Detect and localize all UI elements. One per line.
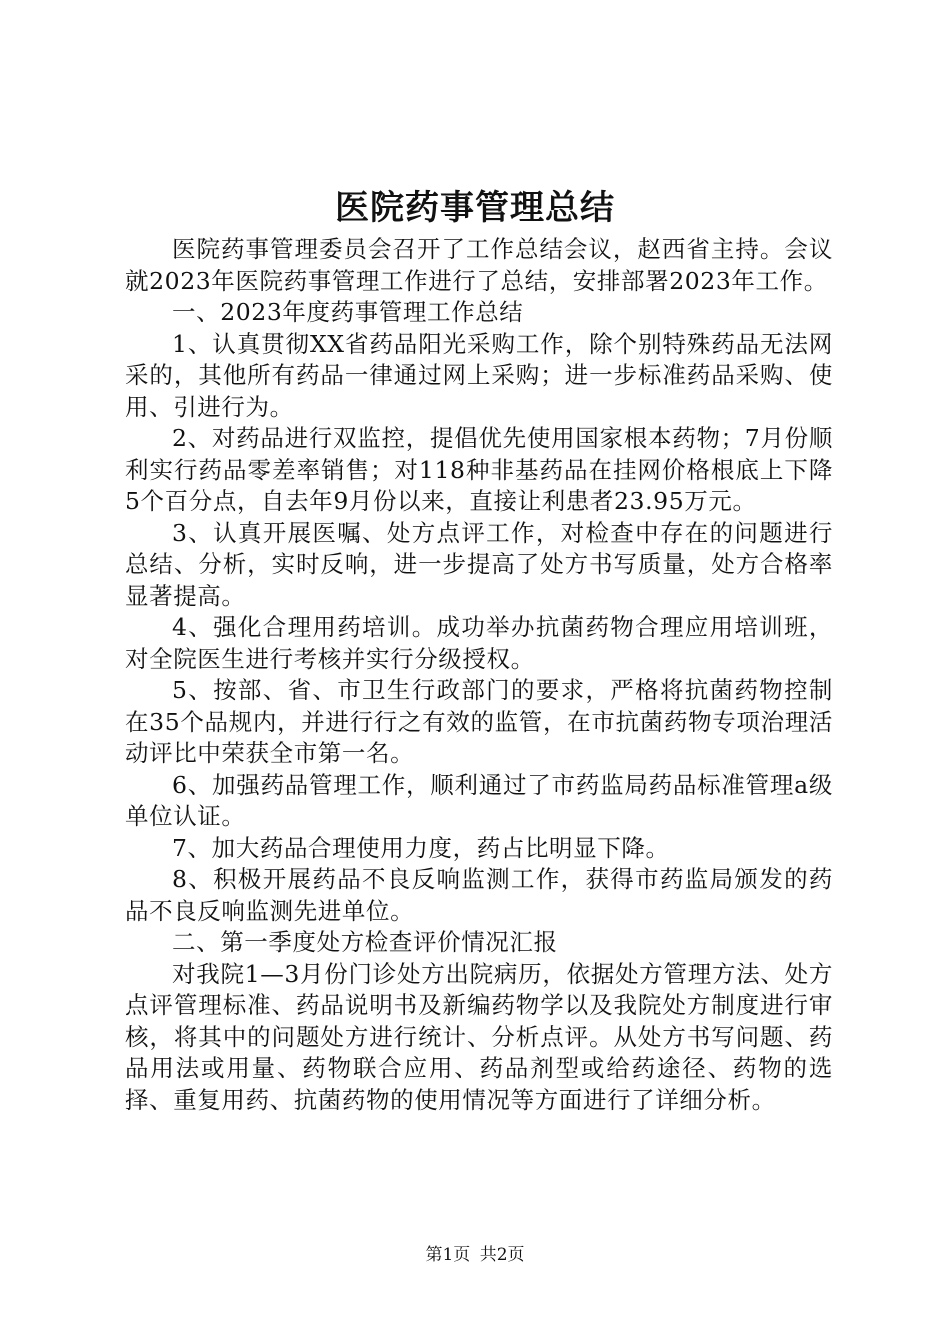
list-item-3: 3、认真开展医嘱、处方点评工作，对检查中存在的问题进行总结、分析，实时反响，进一步提高了处方书写质量，处方合格率显著提高。 xyxy=(125,518,833,610)
page-number: 第1页 xyxy=(425,1245,471,1265)
list-item-1: 1、认真贯彻XX省药品阳光采购工作，除个别特殊药品无法网采的，其他所有药品一律通过网上采购；进一步标准药品采购、使用、引进行为。 xyxy=(125,329,833,421)
page-footer xyxy=(0,1243,950,1267)
document-body xyxy=(125,234,833,1116)
list-item-4: 4、强化合理用药培训。成功举办抗菌药物合理应用培训班，对全院医生进行考核并实行分级授权。 xyxy=(125,613,833,673)
list-item-5: 5、按部、省、市卫生行政部门的要求，严格将抗菌药物控制在35个品规内，并进行行之有效的监管，在市抗菌药物专项治理活动评比中荣获全市第一名。 xyxy=(125,676,833,767)
list-item-2: 2、对药品进行双监控，提倡优先使用国家根本药物；7月份顺利实行药品零差率销售；对118种非基药品在挂网价格根底上下降5个百分点，自去年9月份以来，直接让利患者23.95万元。 xyxy=(125,424,833,515)
paragraph-intro: 医院药事管理委员会召开了工作总结会议，赵西省主持。会议就2023年医院药事管理工作进行了总结，安排部署2023年工作。 xyxy=(125,235,833,295)
section-heading-1: 一、2023年度药事管理工作总结 xyxy=(172,298,524,326)
paragraph-review: 对我院1—3月份门诊处方出院病历，依据处方管理方法、处方点评管理标准、药品说明书及新编药物学以及我院处方制度进行审核，将其中的问题处方进行统计、分析点评。从处方书写问题、药品用法或用量、药物联合应用、药品剂型或给药途径、药物的选择、重复用药、抗菌药物的使用情况等方面进行了详细分析。 xyxy=(125,959,833,1114)
document-title: 医院药事管理总结 xyxy=(335,188,615,228)
list-item-7: 7、加大药品合理使用力度，药占比明显下降。 xyxy=(172,833,670,862)
list-item-8: 8、积极开展药品不良反响监测工作，获得市药监局颁发的药品不良反响监测先进单位。 xyxy=(125,865,833,925)
page-total: 共2页 xyxy=(479,1245,525,1265)
list-item-6: 6、加强药品管理工作，顺利通过了市药监局药品标准管理a级单位认证。 xyxy=(125,770,833,830)
section-heading-2: 二、第一季度处方检查评价情况汇报 xyxy=(172,928,558,956)
